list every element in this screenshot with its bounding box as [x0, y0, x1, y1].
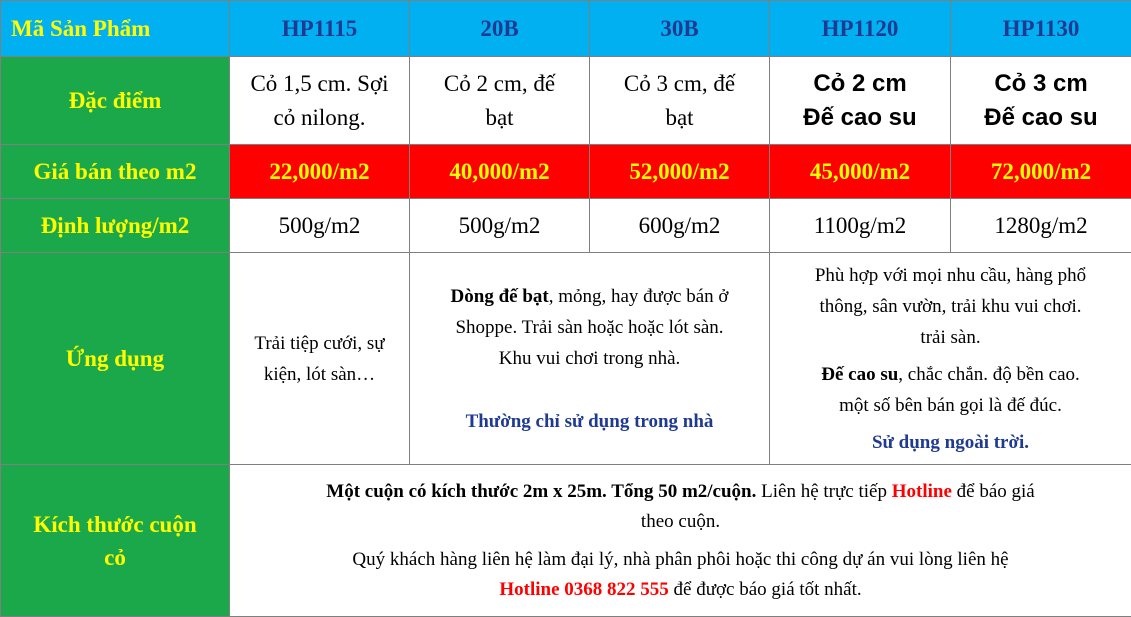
header-row — [1, 1, 1131, 57]
closing-text: để được báo giá tốt nhất. — [669, 579, 862, 600]
price-cell: 45,000/m2 — [770, 145, 951, 199]
feature-cell-hp1120 — [770, 57, 951, 145]
usage-text: kiện, lót sàn… — [236, 359, 403, 390]
usage-text: , chắc chắn. độ bền cao. — [898, 364, 1079, 385]
price-cell: 52,000/m2 — [590, 145, 770, 199]
size-info-cell — [230, 465, 1131, 617]
weight-label: Định lượng/m2 — [1, 199, 230, 253]
feature-text: Đế cao su — [984, 104, 1097, 131]
price-cell: 40,000/m2 — [410, 145, 590, 199]
feature-text: bạt — [485, 105, 513, 130]
contact-text: theo cuộn. — [236, 507, 1125, 537]
usage-text: Shoppe. Trải sàn hoặc hoặc lót sàn. — [416, 312, 763, 343]
usage-label: Ứng dụng — [1, 253, 230, 465]
agent-text: Quý khách hàng liên hệ làm đại lý, nhà phân phôi hoặc thi công dự án vui lòng liên hệ — [236, 545, 1125, 575]
feature-text: Cỏ 2 cm, đế — [444, 71, 555, 96]
usage-text: trải sàn. — [776, 322, 1125, 353]
usage-note-indoor: Thường chỉ sử dụng trong nhà — [416, 406, 763, 437]
usage-cell-rubber-base — [770, 253, 1131, 465]
usage-text: Trải tiệp cưới, sự — [236, 328, 403, 359]
product-code-hp1120: HP1120 — [770, 1, 951, 57]
weight-cell: 500g/m2 — [230, 199, 410, 253]
usage-bold-lead: Dòng đế bạt — [451, 286, 549, 307]
usage-bold-lead: Đế cao su — [821, 364, 898, 385]
features-row — [1, 57, 1131, 145]
weight-row — [1, 199, 1131, 253]
hotline-number-link[interactable]: Hotline 0368 822 555 — [499, 579, 668, 600]
feature-cell-hp1130 — [951, 57, 1131, 145]
weight-cell: 1280g/m2 — [951, 199, 1131, 253]
contact-text: Liên hệ trực tiếp — [756, 481, 891, 502]
usage-note-outdoor: Sử dụng ngoài trời. — [776, 427, 1125, 458]
size-label — [1, 465, 230, 617]
price-cell: 72,000/m2 — [951, 145, 1131, 199]
feature-text: Cỏ 3 cm — [994, 70, 1087, 97]
usage-cell-base-mat — [410, 253, 770, 465]
feature-text: Cỏ 3 cm, đế — [624, 71, 735, 96]
feature-text: bạt — [665, 105, 693, 130]
weight-cell: 1100g/m2 — [770, 199, 951, 253]
usage-text: , mỏng, hay được bán ở — [549, 286, 729, 307]
contact-text: để báo giá — [952, 481, 1035, 502]
weight-cell: 600g/m2 — [590, 199, 770, 253]
usage-text: một số bên bán gọi là đế đúc. — [776, 390, 1125, 421]
price-cell: 22,000/m2 — [230, 145, 410, 199]
usage-text: thông, sân vườn, trải khu vui chơi. — [776, 291, 1125, 322]
product-code-20b: 20B — [410, 1, 590, 57]
price-label: Giá bán theo m2 — [1, 145, 230, 199]
feature-text: Đế cao su — [803, 104, 916, 131]
feature-text: cỏ nilong. — [274, 105, 366, 130]
roll-size-text: Một cuộn có kích thước 2m x 25m. Tổng 50 m2/cuộn. — [326, 481, 756, 502]
price-row — [1, 145, 1131, 199]
features-label: Đặc điểm — [1, 57, 230, 145]
weight-cell: 500g/m2 — [410, 199, 590, 253]
feature-cell-20b — [410, 57, 590, 145]
usage-text: Khu vui chơi trong nhà. — [416, 343, 763, 374]
feature-text: Cỏ 1,5 cm. Sợi — [250, 71, 388, 96]
product-code-hp1130: HP1130 — [951, 1, 1131, 57]
product-code-hp1115: HP1115 — [230, 1, 410, 57]
size-label-text: cỏ — [104, 545, 126, 570]
product-code-30b: 30B — [590, 1, 770, 57]
usage-row — [1, 253, 1131, 465]
usage-text: Phù hợp với mọi nhu cầu, hàng phổ — [776, 260, 1125, 291]
hotline-link[interactable]: Hotline — [892, 481, 952, 502]
size-row — [1, 465, 1131, 617]
feature-cell-30b — [590, 57, 770, 145]
size-label-text: Kích thước cuộn — [33, 512, 196, 537]
feature-text: Cỏ 2 cm — [813, 70, 906, 97]
feature-cell-hp1115 — [230, 57, 410, 145]
usage-cell-hp1115 — [230, 253, 410, 465]
header-label: Mã Sản Phẩm — [1, 1, 230, 57]
